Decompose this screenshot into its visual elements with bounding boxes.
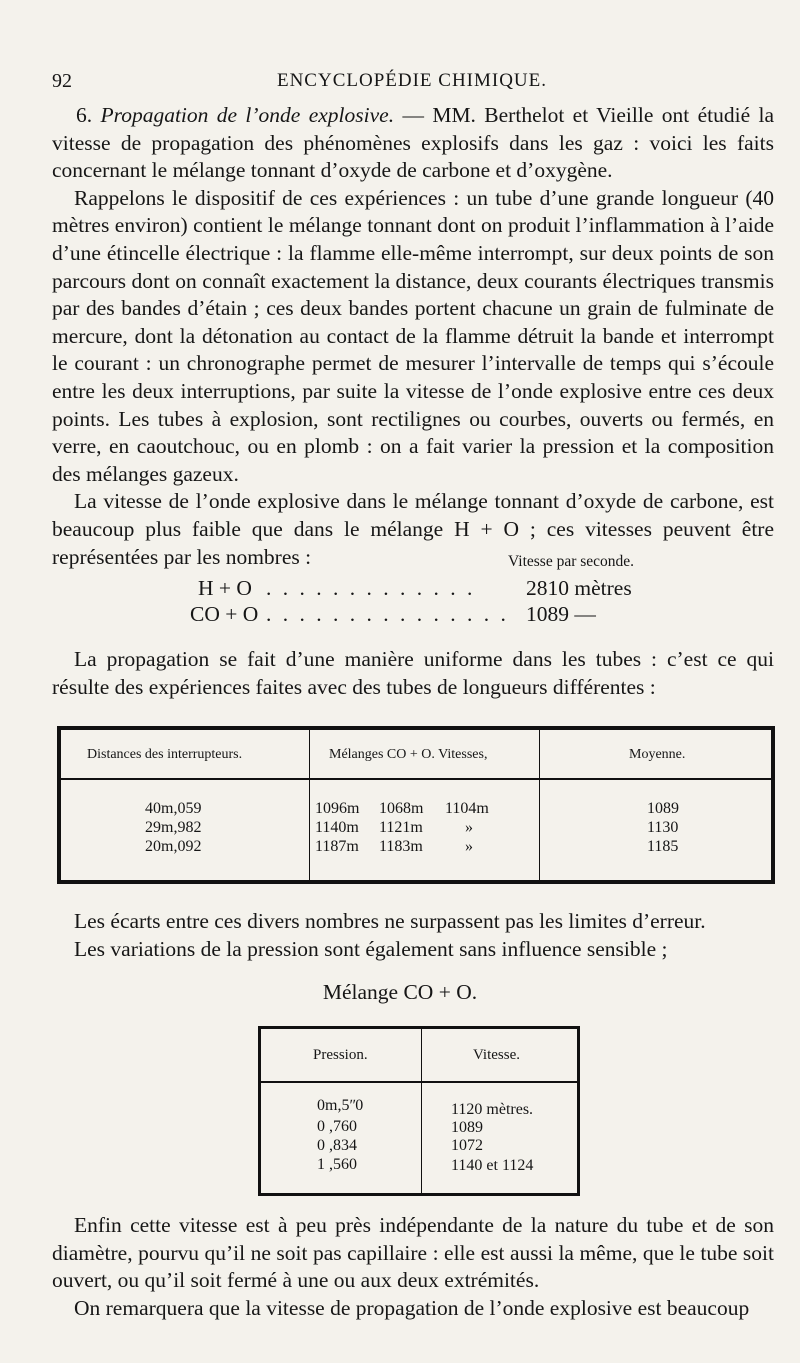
paragraph-vitesse: La vitesse de l’onde explosive dans le mélange tonnant d’oxyde de carbone, est beaucoup plus faible que dans le mélange H + O ; ces vitesses peuvent être représentées par les nombres : [52,489,774,569]
running-title: ENCYCLOPÉDIE CHIMIQUE. [276,70,548,91]
table-cell-mean: 1185 [647,838,679,855]
table-cell-speed: 1089 [451,1119,483,1136]
velocity-value: 2810 mètres [526,576,632,600]
distance-velocity-table [57,726,775,884]
table-cell-speed: 1072 [451,1137,483,1154]
velocity-value: 1089 — [526,602,596,626]
page-number: 92 [52,70,72,92]
table-cell-speed: 1120 mètres. [451,1101,534,1118]
column-rule [421,1029,422,1193]
paragraph-block [52,908,774,963]
table-cell-distance: 29m,982 [145,819,202,836]
section-intro [52,102,774,571]
velocity-formula: CO + O [190,602,259,626]
table-cell-pressure: 0 ,834 [317,1137,357,1154]
intro-paragraph [52,102,774,185]
velocity-row [190,602,660,628]
table-cell-velocity: 1096m [315,800,360,817]
pressure-velocity-table [258,1026,580,1196]
table-cell-velocity: 1068m [379,800,424,817]
column-rule [539,730,540,880]
paragraph-ecarts: Les écarts entre ces divers nombres ne surpassent pas les limites d’erreur. [74,909,706,933]
table-cell-pressure: 1 ,560 [317,1156,357,1173]
intro-text: — MM. Berthelot et Vieille ont étudié la vitesse de propagation des phénomènes explosifs dans les gaz : voici les faits concernant le mélange tonnant d’oxyde de carbone et d’oxygène. [52,103,775,183]
page-header [52,70,772,100]
section-title: Propagation de l’onde explosive. [100,103,395,127]
section-number: 6. [76,103,93,127]
table-cell-velocity: » [465,819,473,836]
paragraph-pression: Les variations de la pression sont également sans influence sensible ; [74,936,668,961]
table-cell-pressure: 0m,5ʺ0 [317,1097,364,1114]
table-cell-velocity: » [465,838,473,855]
table-cell-mean: 1130 [647,819,679,836]
paragraph-propagation: La propagation se fait d’une manière uniforme dans les tubes : c’est ce qui résulte des expériences faites avec des tubes de longueurs différentes : [52,647,774,699]
table-header-speed: Vitesse. [473,1047,521,1063]
table2-title: Mélange CO + O. [322,980,478,1004]
table-cell-pressure: 0 ,760 [317,1118,357,1135]
table-cell-velocity: 1121m [379,819,423,836]
leader-dots: . . . . . . . . . . . . . . . [266,602,509,626]
column-rule [309,730,310,880]
paragraph-dispositif: Rappelons le dispositif de ces expériences : un tube d’une grande longueur (40 mètres environ) contient le mélange tonnant dont on produit l’inflammation à l’aide d’une étincelle électrique : la flamme elle-même interrompt, sur deux points de son parcours dont on connaît exactement la distance, deux courants électriques transmis par des bandes d’étain ; ces deux bandes portent chacune un grain de fulminate de mercure, dont la détonation au contact de la flamme détruit la bande et interrompt le courant : un chronographe permet de mesurer l’intervalle de temps qui s’écoule entre les deux interruptions, par suite la vitesse de l’onde explosive entre ces deux points. Les tubes à explosion, sont rectilignes ou courbes, ouverts ou fermés, en verre, en caoutchouc, ou en plomb : on a fait varier la pression et la composition des mélanges gazeux. [52,185,774,486]
paragraph-block [52,1212,774,1322]
table-cell-velocity: 1183m [379,838,423,855]
paragraph-block [52,646,774,701]
table-cell-speed: 1140 et 1124 [451,1157,534,1174]
table-cell-velocity: 1104m [445,800,489,817]
table-header-pressure: Pression. [313,1047,368,1063]
table-cell-distance: 20m,092 [145,838,202,855]
table-cell-mean: 1089 [647,800,679,817]
table-cell-velocity: 1140m [315,819,359,836]
table-header-velocities: Mélanges CO + O. Vitesses, [329,747,488,762]
velocity-row [190,576,660,602]
table-header-rule [61,778,771,780]
table-header-rule [261,1081,577,1083]
paragraph-remarque: On remarquera que la vitesse de propagation de l’onde explosive est beaucoup [74,1295,750,1320]
velocity-unit-label: Vitesse par seconde. [508,553,635,570]
table-header-distances: Distances des interrupteurs. [87,747,243,762]
velocity-formula: H + O [198,576,252,600]
leader-dots: . . . . . . . . . . . . . [266,576,476,600]
table-cell-distance: 40m,059 [145,800,202,817]
table-header-mean: Moyenne. [629,747,686,762]
table-cell-velocity: 1187m [315,838,359,855]
paragraph-enfin: Enfin cette vitesse est à peu près indépendante de la nature du tube et de son diamètre, pourvu qu’il ne soit pas capillaire : elle est aussi la même, que le tube soit ouvert, ou qu’il soit fermé à une ou aux deux extrémités. [52,1213,774,1293]
